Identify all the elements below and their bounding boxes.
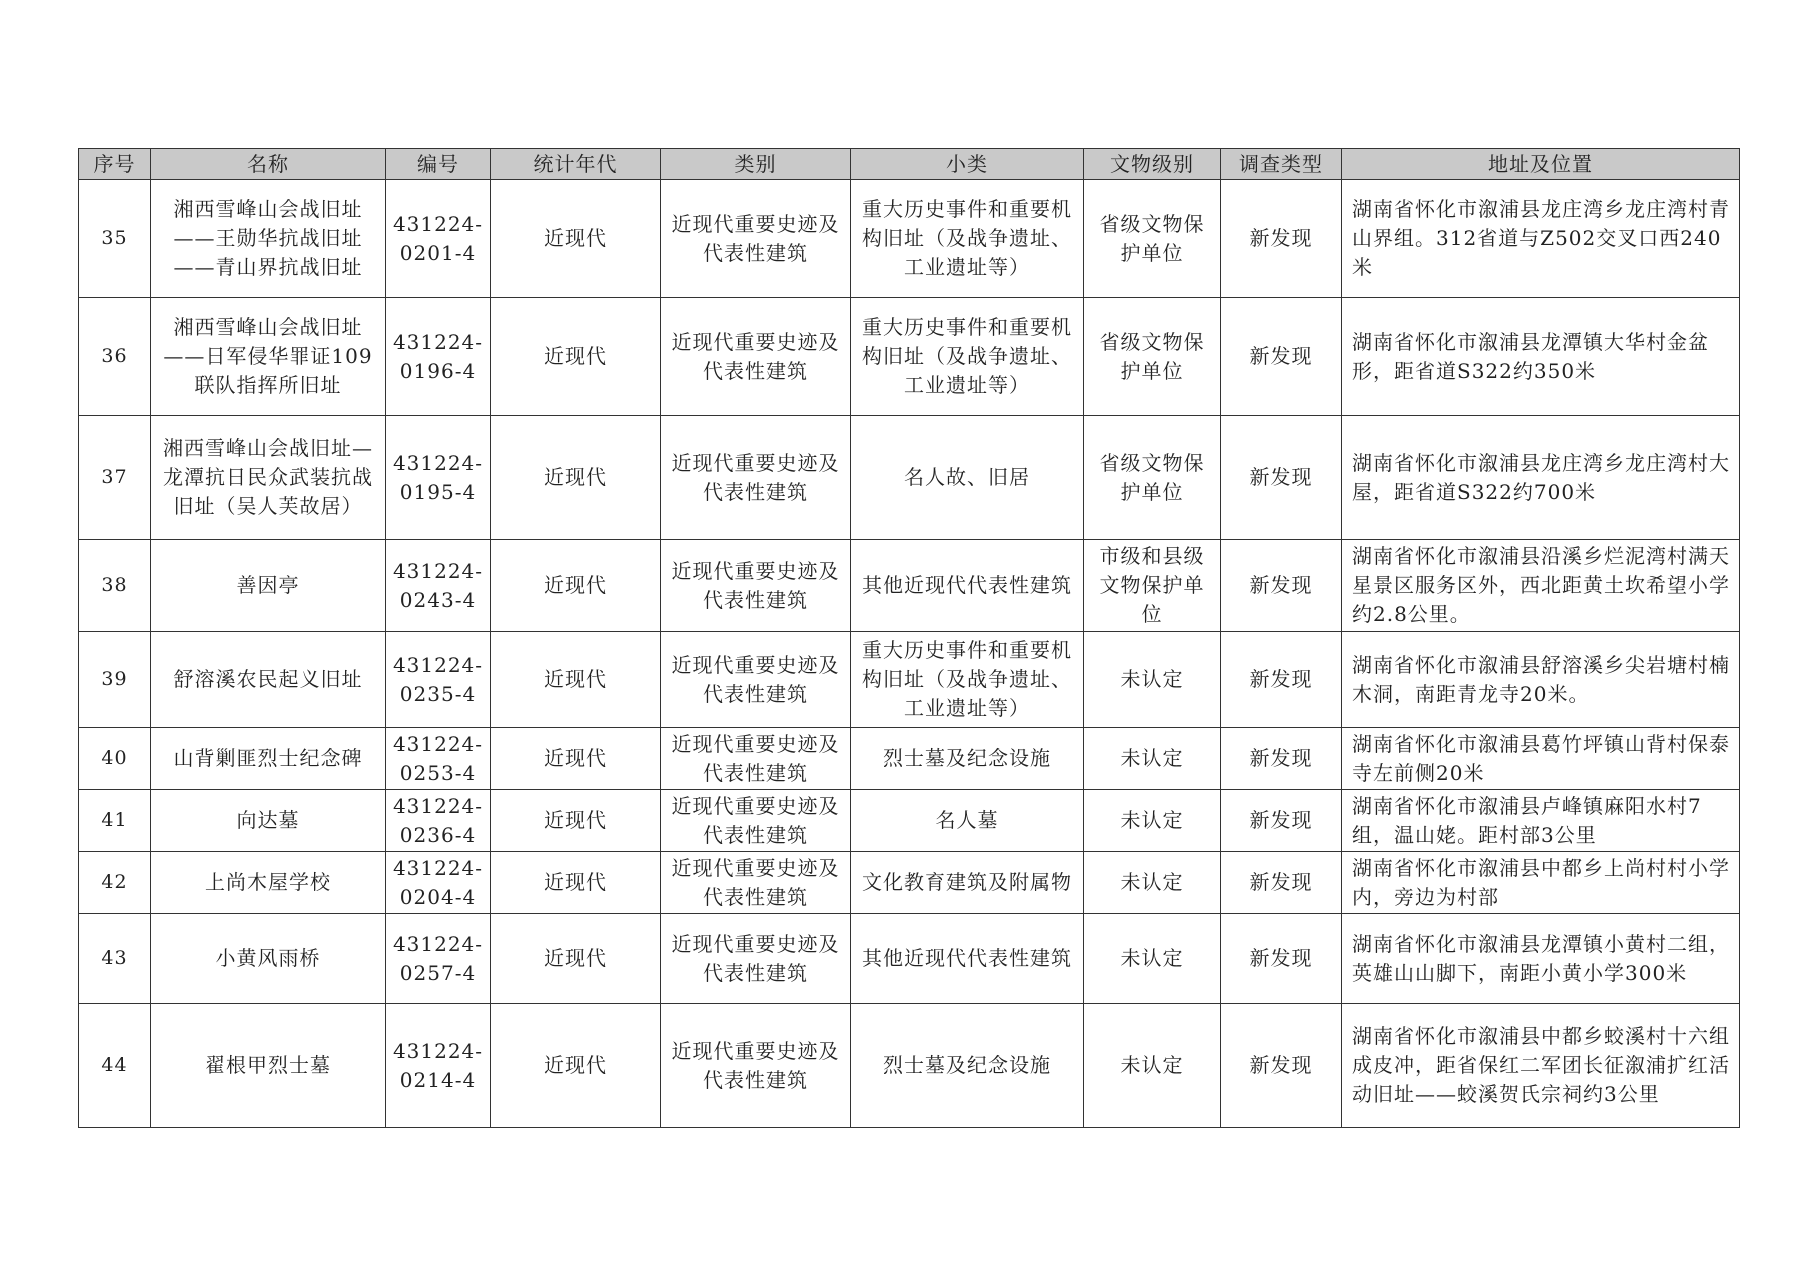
cell-category: 近现代重要史迹及代表性建筑 [661,728,851,790]
table-row [79,1004,1740,1128]
cell-category: 近现代重要史迹及代表性建筑 [661,540,851,632]
cell-level: 省级文物保护单位 [1084,180,1221,298]
cell-era: 近现代 [491,180,661,298]
cell-level: 未认定 [1084,632,1221,728]
cell-category: 近现代重要史迹及代表性建筑 [661,416,851,540]
cell-survey: 新发现 [1221,632,1342,728]
cell-address: 湖南省怀化市溆浦县龙庄湾乡龙庄湾村大屋，距省道S322约700米 [1342,416,1740,540]
cell-name: 翟根甲烈士墓 [151,1004,386,1128]
cell-survey: 新发现 [1221,540,1342,632]
header-code: 编号 [386,149,491,180]
table-row [79,914,1740,1004]
header-category: 类别 [661,149,851,180]
table-row [79,540,1740,632]
cell-survey: 新发现 [1221,180,1342,298]
heritage-table [78,148,1740,1128]
cell-code: 431224-0214-4 [386,1004,491,1128]
cell-era: 近现代 [491,1004,661,1128]
cell-code: 431224-0243-4 [386,540,491,632]
cell-era: 近现代 [491,416,661,540]
cell-name: 向达墓 [151,790,386,852]
cell-code: 431224-0235-4 [386,632,491,728]
cell-survey: 新发现 [1221,728,1342,790]
cell-category: 近现代重要史迹及代表性建筑 [661,790,851,852]
cell-level: 未认定 [1084,1004,1221,1128]
cell-name: 湘西雪峰山会战旧址——王勋华抗战旧址——青山界抗战旧址 [151,180,386,298]
cell-name: 山背剿匪烈士纪念碑 [151,728,386,790]
table-body [79,180,1740,1128]
cell-category: 近现代重要史迹及代表性建筑 [661,180,851,298]
table-row [79,852,1740,914]
cell-era: 近现代 [491,914,661,1004]
cell-category: 近现代重要史迹及代表性建筑 [661,1004,851,1128]
cell-era: 近现代 [491,852,661,914]
cell-category: 近现代重要史迹及代表性建筑 [661,632,851,728]
header-level: 文物级别 [1084,149,1221,180]
cell-seq: 41 [79,790,151,852]
cell-code: 431224-0195-4 [386,416,491,540]
cell-level: 未认定 [1084,728,1221,790]
table-row [79,416,1740,540]
cell-survey: 新发现 [1221,914,1342,1004]
cell-code: 431224-0196-4 [386,298,491,416]
header-name: 名称 [151,149,386,180]
table-row [79,728,1740,790]
cell-survey: 新发现 [1221,416,1342,540]
cell-name: 舒溶溪农民起义旧址 [151,632,386,728]
cell-code: 431224-0236-4 [386,790,491,852]
cell-address: 湖南省怀化市溆浦县舒溶溪乡尖岩塘村楠木洞，南距青龙寺20米。 [1342,632,1740,728]
cell-address: 湖南省怀化市溆浦县龙潭镇大华村金盆形，距省道S322约350米 [1342,298,1740,416]
cell-subcategory: 名人故、旧居 [851,416,1084,540]
cell-subcategory: 其他近现代代表性建筑 [851,914,1084,1004]
table-row [79,180,1740,298]
cell-code: 431224-0257-4 [386,914,491,1004]
cell-level: 未认定 [1084,852,1221,914]
cell-level: 省级文物保护单位 [1084,416,1221,540]
cell-survey: 新发现 [1221,790,1342,852]
cell-name: 上尚木屋学校 [151,852,386,914]
cell-address: 湖南省怀化市溆浦县中都乡蛟溪村十六组成皮冲，距省保红二军团长征溆浦扩红活动旧址——蛟溪贺氏宗祠约3公里 [1342,1004,1740,1128]
cell-seq: 44 [79,1004,151,1128]
cell-address: 湖南省怀化市溆浦县龙潭镇小黄村二组，英雄山山脚下，南距小黄小学300米 [1342,914,1740,1004]
table-header [79,149,1740,180]
cell-seq: 42 [79,852,151,914]
cell-subcategory: 重大历史事件和重要机构旧址（及战争遗址、工业遗址等） [851,632,1084,728]
cell-category: 近现代重要史迹及代表性建筑 [661,298,851,416]
cell-seq: 39 [79,632,151,728]
cell-era: 近现代 [491,540,661,632]
cell-seq: 43 [79,914,151,1004]
cell-address: 湖南省怀化市溆浦县龙庄湾乡龙庄湾村青山界组。312省道与Z502交叉口西240米 [1342,180,1740,298]
cell-survey: 新发现 [1221,298,1342,416]
cell-level: 未认定 [1084,914,1221,1004]
cell-name: 小黄风雨桥 [151,914,386,1004]
cell-code: 431224-0201-4 [386,180,491,298]
cell-subcategory: 重大历史事件和重要机构旧址（及战争遗址、工业遗址等） [851,180,1084,298]
cell-code: 431224-0204-4 [386,852,491,914]
header-survey: 调查类型 [1221,149,1342,180]
cell-seq: 40 [79,728,151,790]
cell-level: 省级文物保护单位 [1084,298,1221,416]
cell-survey: 新发现 [1221,852,1342,914]
cell-seq: 37 [79,416,151,540]
cell-address: 湖南省怀化市溆浦县卢峰镇麻阳水村7组，温山姥。距村部3公里 [1342,790,1740,852]
cell-era: 近现代 [491,298,661,416]
cell-subcategory: 名人墓 [851,790,1084,852]
cell-era: 近现代 [491,632,661,728]
cell-name: 善因亭 [151,540,386,632]
cell-level: 未认定 [1084,790,1221,852]
cell-subcategory: 烈士墓及纪念设施 [851,1004,1084,1128]
cell-subcategory: 烈士墓及纪念设施 [851,728,1084,790]
cell-subcategory: 其他近现代代表性建筑 [851,540,1084,632]
cell-category: 近现代重要史迹及代表性建筑 [661,914,851,1004]
cell-code: 431224-0253-4 [386,728,491,790]
header-address: 地址及位置 [1342,149,1740,180]
cell-name: 湘西雪峰山会战旧址——日军侵华罪证109联队指挥所旧址 [151,298,386,416]
cell-level: 市级和县级文物保护单位 [1084,540,1221,632]
cell-survey: 新发现 [1221,1004,1342,1128]
cell-address: 湖南省怀化市溆浦县葛竹坪镇山背村保泰寺左前侧20米 [1342,728,1740,790]
cell-address: 湖南省怀化市溆浦县中都乡上尚村村小学内，旁边为村部 [1342,852,1740,914]
header-era: 统计年代 [491,149,661,180]
table-row [79,298,1740,416]
table-row [79,790,1740,852]
cell-category: 近现代重要史迹及代表性建筑 [661,852,851,914]
table-row [79,632,1740,728]
cell-subcategory: 文化教育建筑及附属物 [851,852,1084,914]
cell-seq: 36 [79,298,151,416]
cell-era: 近现代 [491,728,661,790]
cell-seq: 35 [79,180,151,298]
header-subcategory: 小类 [851,149,1084,180]
header-seq: 序号 [79,149,151,180]
cell-name: 湘西雪峰山会战旧址—龙潭抗日民众武装抗战旧址（吴人芙故居） [151,416,386,540]
cell-subcategory: 重大历史事件和重要机构旧址（及战争遗址、工业遗址等） [851,298,1084,416]
cell-address: 湖南省怀化市溆浦县沿溪乡烂泥湾村满天星景区服务区外，西北距黄土坎希望小学约2.8公里。 [1342,540,1740,632]
cell-seq: 38 [79,540,151,632]
cell-era: 近现代 [491,790,661,852]
